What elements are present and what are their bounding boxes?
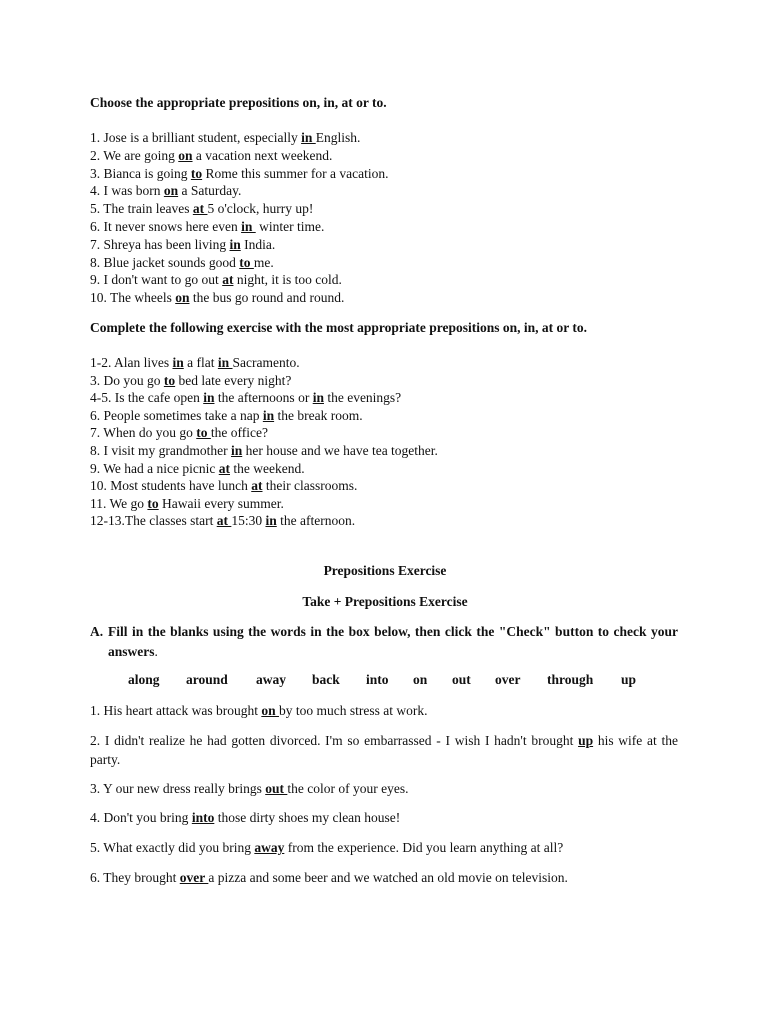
sentence-text: the color of your eyes. [287,781,409,796]
answer-word: in [217,355,233,370]
word-option: back [312,672,340,687]
exercise-item [90,373,291,389]
sentence-text: the weekend. [230,460,305,476]
sentence-text: 6. It never snows here even [90,219,242,234]
sentence-text: 8. Blue jacket sounds good [90,254,240,270]
exercise-item [90,425,268,441]
sentence-text: the break room. [274,407,363,423]
sentence-text: a Saturday. [178,183,242,199]
answer-word: to [147,495,159,511]
section1-heading: Choose the appropriate prepositions on, in, at or to. [90,95,387,110]
section3-title: Prepositions Exercise [323,563,447,578]
word-option: out [452,672,471,687]
section2-heading: Complete the following exercise with the most appropriate prepositions on, in, at or to. [90,320,587,335]
sentence-text: Hawaii every summer. [158,495,284,511]
sentence-text: Rome this summer for a vacation. [202,165,389,181]
exercise-item [90,868,678,887]
answer-word: at [222,272,234,288]
sentence-text: 4-5. Is the cafe open [90,390,204,406]
sentence-text: a vacation next weekend. [192,147,333,163]
sentence-text: 6. People sometimes take a nap [90,407,263,423]
answer-word: on [163,183,179,199]
sentence-text: India. [240,236,276,252]
exercise-item [90,390,401,406]
exercise-item [90,408,363,424]
exercise-item [90,148,332,164]
instruction-label: A. [90,624,104,639]
exercise-item [90,513,355,529]
exercise-item [90,779,678,798]
sentence-text: 2. We are going [90,147,179,163]
instruction-period: . [154,644,158,659]
exercise-item [90,838,678,857]
word-option: up [621,672,637,687]
exercise-item [90,478,357,494]
exercise-item [90,201,313,217]
sentence-text: 3. Bianca is going [90,165,191,181]
exercise-item [90,808,678,827]
sentence-text: me. [253,254,274,270]
answer-word: over [179,870,209,885]
exercise-item [90,255,274,271]
answer-word: in [203,390,215,406]
answer-word: away [254,840,285,855]
word-option: over [495,672,521,687]
sentence-text: bed late every night? [175,372,292,388]
sentence-text: 3. Y our new dress really brings [90,781,266,796]
word-box [90,672,680,690]
sentence-text: 11. We go [90,495,148,511]
sentence-text: from the experience. Did you learn anything at all? [284,840,564,855]
sentence-text: her house and we have tea together. [242,443,438,458]
answer-word: to [196,425,211,441]
answer-word: to [163,372,176,388]
sentence-text: 10. The wheels [90,290,176,306]
answer-word: on [261,703,279,718]
word-option: on [413,672,428,687]
exercise-item [90,166,388,182]
sentence-text: 5. The train leaves [90,201,193,217]
word-option: through [547,672,594,687]
exercise-item [90,731,678,769]
sentence-text: a pizza and some beer and we watched an old movie on television. [208,870,568,885]
exercise-item [90,443,438,459]
answer-word: at [216,513,232,529]
exercise-item [90,272,342,288]
sentence-text: 12-13.The classes start [90,513,217,529]
answer-word: in [172,355,184,370]
sentence-text: by too much stress at work. [278,703,428,718]
exercise-item [90,461,305,477]
answer-word: in [262,407,275,423]
sentence-text: 4. Don't you bring [90,810,192,825]
exercise-item [90,130,360,146]
sentence-text: 6. They brought [90,870,180,885]
sentence-text: their classrooms. [262,478,358,494]
answer-word: in [301,130,316,145]
answer-word: on [178,147,193,163]
sentence-text: a flat [183,355,218,370]
sentence-text: the office? [210,425,268,441]
answer-word: into [191,810,215,825]
answer-word: on [175,290,190,306]
answer-word: in [241,219,256,234]
sentence-text: night, it is too cold. [233,272,342,288]
exercise-item [90,290,344,306]
sentence-text: 7. When do you go [90,425,197,441]
instruction-text: Fill in the blanks using the words in the box below, then click the "Check" button to check your answers [108,624,678,659]
exercise-item [90,496,284,512]
answer-word: in [230,443,243,458]
answer-word: up [578,733,594,748]
sentence-text: 4. I was born [90,183,164,199]
word-option: into [366,672,389,687]
answer-word: in [229,236,241,252]
exercise-item [90,355,300,371]
sentence-text: 1. Jose is a brilliant student, especially [90,130,302,145]
exercise-item [90,219,324,235]
sentence-text: English. [315,130,361,145]
word-option: around [186,672,228,687]
exercise-item [90,237,275,253]
answer-word: to [190,165,203,181]
sentence-text: winter time. [255,219,325,234]
sentence-text: 10. Most students have lunch [90,478,252,494]
answer-word: in [312,390,324,406]
sentence-text: 15:30 [231,513,266,529]
sentence-text: his wife at the party. [90,733,678,767]
answer-word: to [239,254,254,270]
sentence-text: 2. I didn't realize he had gotten divorced. I'm so embarrassed - I wish I hadn't brought [90,733,579,748]
sentence-text: 3. Do you go [90,372,164,388]
sentence-text: 1. His heart attack was brought [90,703,262,718]
sentence-text: 8. I visit my grandmother [90,443,231,458]
sentence-text: Sacramento. [232,355,300,370]
sentence-text: 1-2. Alan lives [90,355,173,370]
answer-word: in [265,513,277,529]
word-option: away [256,672,286,687]
answer-word: at [218,460,230,476]
sentence-text: the bus go round and round. [189,290,345,306]
fill-instruction [90,622,678,662]
sentence-text: those dirty shoes my clean house! [214,810,401,825]
section3-subtitle: Take + Prepositions Exercise [302,594,468,609]
answer-word: out [265,781,288,796]
sentence-text: 7. Shreya has been living [90,236,230,252]
answer-word: at [251,478,263,494]
sentence-text: 5 o'clock, hurry up! [207,201,314,217]
exercise-item [90,701,678,720]
exercise-item [90,183,241,199]
word-option: along [128,672,160,687]
sentence-text: 9. We had a nice picnic [90,460,219,476]
sentence-text: 9. I don't want to go out [90,272,223,288]
answer-word: at [192,201,208,217]
sentence-text: the afternoon. [276,513,356,529]
sentence-text: the evenings? [323,390,402,406]
sentence-text: the afternoons or [214,390,313,406]
sentence-text: 5. What exactly did you bring [90,840,255,855]
